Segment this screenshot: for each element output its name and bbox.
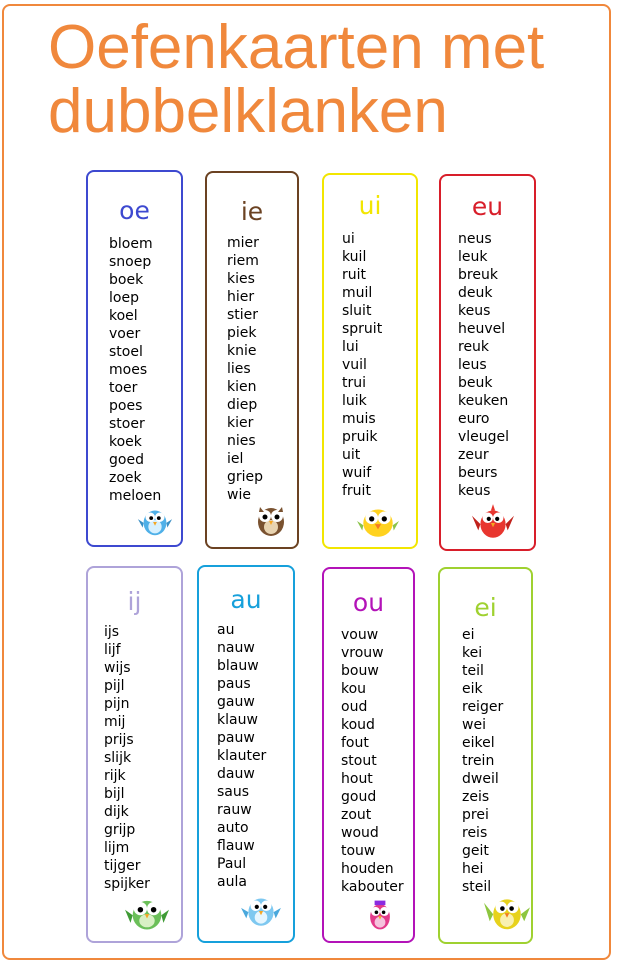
word-item: euro bbox=[458, 411, 490, 427]
word-item: deuk bbox=[458, 285, 493, 301]
word-item: bouw bbox=[341, 663, 379, 679]
word-item: mij bbox=[104, 714, 126, 730]
word-item: prijs bbox=[104, 732, 134, 748]
word-list bbox=[109, 235, 161, 505]
word-item: kien bbox=[227, 379, 257, 395]
word-item: flauw bbox=[217, 838, 255, 854]
word-item: koud bbox=[341, 717, 375, 733]
word-item: prei bbox=[462, 807, 489, 823]
word-item: meloen bbox=[109, 488, 162, 504]
word-item: rauw bbox=[217, 802, 252, 818]
word-item: voer bbox=[109, 326, 141, 342]
word-item: dweil bbox=[462, 771, 499, 787]
word-item: sluit bbox=[342, 303, 372, 319]
word-item: zeis bbox=[462, 789, 490, 805]
word-item: dijk bbox=[104, 804, 129, 820]
word-item: stier bbox=[227, 307, 259, 323]
pink-bird-icon bbox=[362, 893, 398, 937]
word-item: Paul bbox=[217, 856, 247, 872]
word-item: snoep bbox=[109, 254, 152, 270]
word-item: houden bbox=[341, 861, 394, 877]
word-item: spijker bbox=[104, 876, 150, 892]
word-item: vouw bbox=[341, 627, 379, 643]
word-item: paus bbox=[217, 676, 251, 692]
yellow-green-bird-icon bbox=[484, 889, 530, 935]
word-item: diep bbox=[227, 397, 258, 413]
word-item: kier bbox=[227, 415, 254, 431]
word-item: uit bbox=[342, 447, 361, 463]
flashcard-ou bbox=[322, 567, 415, 943]
word-list bbox=[341, 626, 404, 896]
card-heading: ei bbox=[474, 593, 497, 622]
word-item: klauw bbox=[217, 712, 258, 728]
word-item: nauw bbox=[217, 640, 255, 656]
word-item: gauw bbox=[217, 694, 255, 710]
flashcard-ei bbox=[438, 567, 533, 944]
card-heading: ij bbox=[127, 587, 142, 616]
word-item: reis bbox=[462, 825, 488, 841]
word-item: muis bbox=[342, 411, 376, 427]
word-item: ui bbox=[342, 231, 355, 247]
card-heading: ou bbox=[352, 588, 385, 617]
word-item: woud bbox=[341, 825, 379, 841]
word-item: iel bbox=[227, 451, 244, 467]
word-item: zout bbox=[341, 807, 372, 823]
word-item: eik bbox=[462, 681, 483, 697]
word-item: loep bbox=[109, 290, 139, 306]
word-item: griep bbox=[227, 469, 264, 485]
word-item: spruit bbox=[342, 321, 383, 337]
word-item: kou bbox=[341, 681, 367, 697]
word-item: wei bbox=[462, 717, 486, 733]
word-item: reuk bbox=[458, 339, 490, 355]
red-bird-icon bbox=[471, 501, 515, 543]
word-item: goed bbox=[109, 452, 144, 468]
word-item: pauw bbox=[217, 730, 255, 746]
word-item: keuken bbox=[458, 393, 509, 409]
word-item: bijl bbox=[104, 786, 125, 802]
word-item: piek bbox=[227, 325, 257, 341]
word-item: hout bbox=[341, 771, 373, 787]
word-list bbox=[458, 230, 509, 500]
word-item: nies bbox=[227, 433, 256, 449]
word-item: rijk bbox=[104, 768, 126, 784]
word-item: wuif bbox=[342, 465, 372, 481]
card-heading: oe bbox=[119, 196, 150, 225]
word-item: pijn bbox=[104, 696, 130, 712]
word-item: luik bbox=[342, 393, 367, 409]
word-item: kabouter bbox=[341, 879, 404, 895]
title-line-2: dubbelklanken bbox=[48, 77, 448, 146]
word-item: wie bbox=[227, 487, 251, 503]
word-item: moes bbox=[109, 362, 148, 378]
word-item: auto bbox=[217, 820, 249, 836]
blue-bird-icon bbox=[136, 502, 174, 540]
word-item: lies bbox=[227, 361, 251, 377]
word-item: trein bbox=[462, 753, 495, 769]
card-heading: ie bbox=[240, 197, 264, 226]
word-item: keus bbox=[458, 483, 491, 499]
word-item: vrouw bbox=[341, 645, 384, 661]
flashcard-eu bbox=[439, 174, 536, 551]
green-bird-icon bbox=[122, 891, 172, 935]
word-item: mier bbox=[227, 235, 259, 251]
word-item: neus bbox=[458, 231, 492, 247]
flashcard-ui bbox=[322, 173, 418, 549]
word-item: zeur bbox=[458, 447, 489, 463]
word-item: grijp bbox=[104, 822, 136, 838]
word-item: lijf bbox=[104, 642, 121, 658]
word-item: au bbox=[217, 622, 235, 638]
word-item: oud bbox=[341, 699, 368, 715]
word-list bbox=[342, 230, 382, 500]
light-blue-bird-icon bbox=[239, 889, 283, 931]
word-item: breuk bbox=[458, 267, 498, 283]
word-item: lijm bbox=[104, 840, 130, 856]
word-item: heuvel bbox=[458, 321, 506, 337]
word-item: hier bbox=[227, 289, 255, 305]
word-item: ruit bbox=[342, 267, 367, 283]
word-item: fruit bbox=[342, 483, 371, 499]
word-item: beurs bbox=[458, 465, 498, 481]
brown-owl-icon bbox=[251, 500, 291, 540]
page-title bbox=[48, 13, 613, 146]
word-item: trui bbox=[342, 375, 367, 391]
word-item: zoek bbox=[109, 470, 142, 486]
word-item: toer bbox=[109, 380, 138, 396]
word-item: wijs bbox=[104, 660, 131, 676]
word-item: stoel bbox=[109, 344, 143, 360]
word-item: steil bbox=[462, 879, 492, 895]
word-item: leuk bbox=[458, 249, 488, 265]
flashcard-au bbox=[197, 565, 295, 943]
yellow-chick-icon bbox=[356, 500, 400, 542]
flashcard-oe bbox=[86, 170, 183, 547]
word-item: fout bbox=[341, 735, 369, 751]
word-item: vuil bbox=[342, 357, 367, 373]
flashcard-ie bbox=[205, 171, 299, 549]
word-item: poes bbox=[109, 398, 143, 414]
word-list bbox=[104, 623, 150, 893]
word-item: knie bbox=[227, 343, 257, 359]
word-item: stout bbox=[341, 753, 377, 769]
word-item: kies bbox=[227, 271, 255, 287]
word-item: stoer bbox=[109, 416, 145, 432]
word-item: dauw bbox=[217, 766, 255, 782]
word-item: teil bbox=[462, 663, 484, 679]
word-item: ei bbox=[462, 627, 475, 643]
word-item: keus bbox=[458, 303, 491, 319]
word-item: muil bbox=[342, 285, 373, 301]
word-item: leus bbox=[458, 357, 487, 373]
word-item: blauw bbox=[217, 658, 259, 674]
word-item: lui bbox=[342, 339, 359, 355]
word-item: ijs bbox=[104, 624, 120, 640]
word-list bbox=[217, 621, 266, 891]
word-item: geit bbox=[462, 843, 489, 859]
word-item: reiger bbox=[462, 699, 504, 715]
word-item: eikel bbox=[462, 735, 495, 751]
word-item: goud bbox=[341, 789, 377, 805]
word-item: beuk bbox=[458, 375, 493, 391]
card-heading: au bbox=[230, 585, 262, 614]
card-heading: eu bbox=[471, 192, 504, 221]
word-item: hei bbox=[462, 861, 484, 877]
word-item: tijger bbox=[104, 858, 141, 874]
word-list bbox=[227, 234, 263, 504]
word-list bbox=[462, 626, 503, 896]
word-item: boek bbox=[109, 272, 144, 288]
word-item: koek bbox=[109, 434, 142, 450]
word-item: vleugel bbox=[458, 429, 510, 445]
word-item: pijl bbox=[104, 678, 125, 694]
word-item: saus bbox=[217, 784, 250, 800]
flashcard-ij bbox=[86, 566, 183, 943]
word-item: pruik bbox=[342, 429, 378, 445]
word-item: kuil bbox=[342, 249, 367, 265]
word-item: riem bbox=[227, 253, 259, 269]
word-item: kei bbox=[462, 645, 483, 661]
title-line-1: Oefenkaarten met bbox=[48, 13, 545, 82]
word-item: aula bbox=[217, 874, 247, 890]
word-item: bloem bbox=[109, 236, 153, 252]
word-item: koel bbox=[109, 308, 138, 324]
word-item: slijk bbox=[104, 750, 132, 766]
card-heading: ui bbox=[358, 191, 382, 220]
word-item: klauter bbox=[217, 748, 267, 764]
word-item: touw bbox=[341, 843, 376, 859]
